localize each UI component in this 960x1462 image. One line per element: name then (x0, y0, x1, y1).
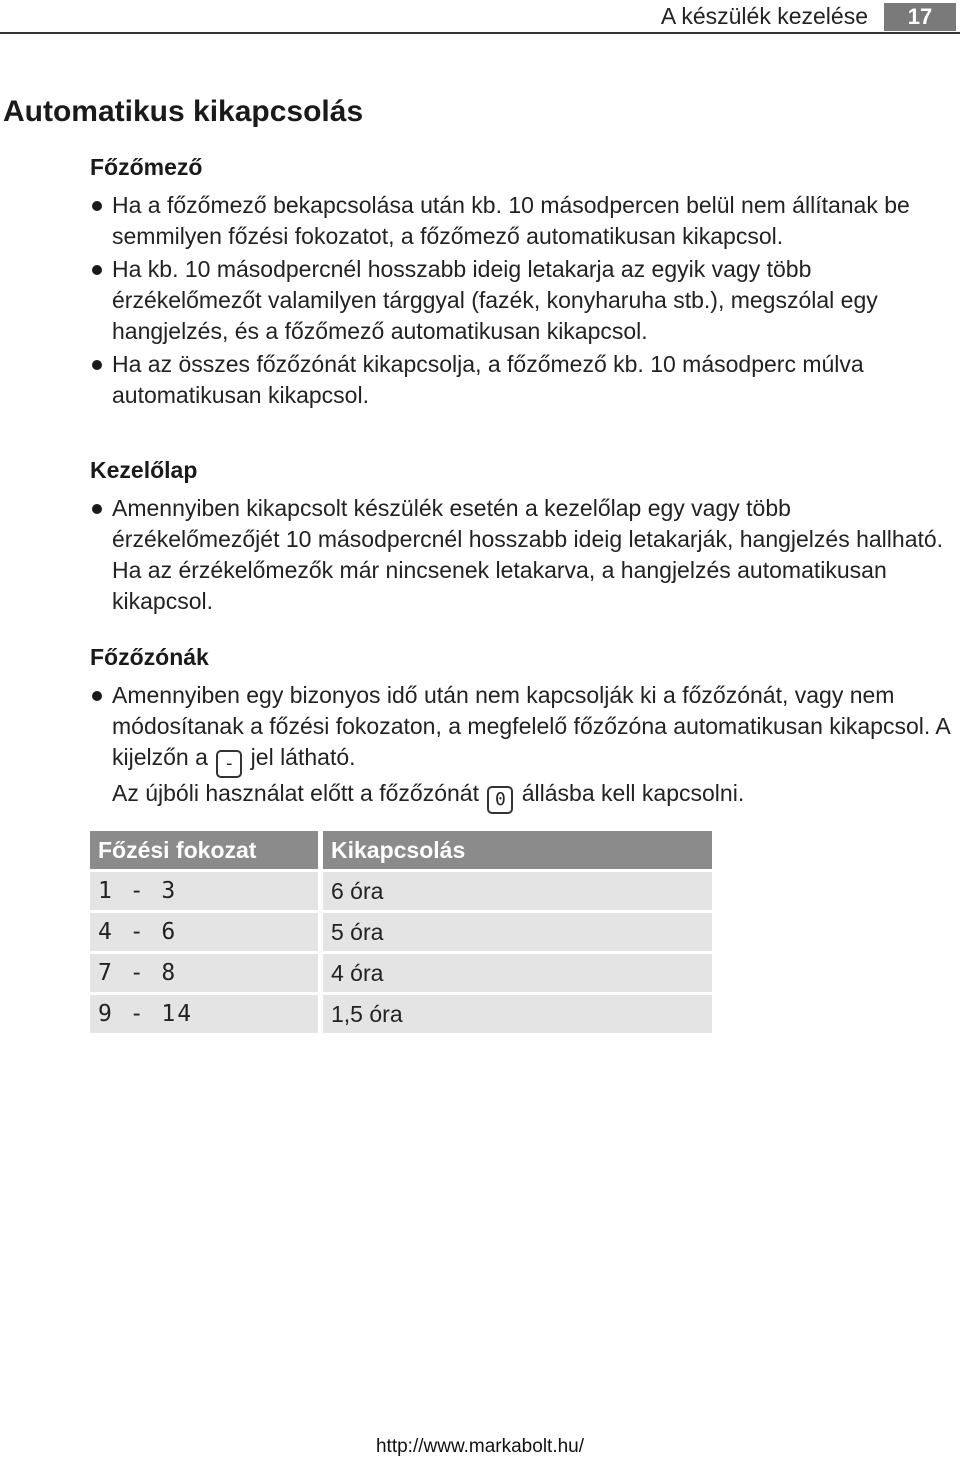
text-d: állásba kell kapcsolni. (521, 780, 745, 806)
page-header (0, 0, 960, 34)
table-row (90, 995, 712, 1033)
header-title: A készülék kezelése (660, 3, 868, 29)
shutoff-table (90, 828, 712, 1036)
section-kezelolap (90, 455, 950, 619)
cell-time: 1,5 óra (323, 995, 712, 1033)
zero-display-icon: 0 (487, 786, 513, 814)
bullet-list-kezelolap (90, 493, 950, 617)
table-row (90, 913, 712, 951)
header-rule (0, 32, 960, 34)
table-row (90, 872, 712, 910)
list-item: Ha kb. 10 másodpercnél hosszabb ideig letakarja az egyik vagy több érzékelőmezőt valamilyen tárggyal (fazék, konyharuha stb.), megszólal egy hangjelzés, és a főzőmező automatikusan kikapcsol. (90, 254, 950, 347)
cell-level: 9 - 14 (90, 995, 318, 1033)
table-row (90, 954, 712, 992)
page-number: 17 (884, 3, 956, 31)
text-b: jel látható. (250, 744, 356, 770)
list-item: Ha az összes főzőzónát kikapcsolja, a főzőmező kb. 10 másodperc múlva automatikusan kikapcsol. (90, 349, 950, 411)
cell-level: 4 - 6 (90, 913, 318, 951)
section-fozozonak (90, 642, 950, 816)
cell-time: 5 óra (323, 913, 712, 951)
column-header-shutoff: Kikapcsolás (323, 831, 712, 869)
page-title: Automatikus kikapcsolás (3, 95, 364, 128)
cell-time: 4 óra (323, 954, 712, 992)
section-heading-fozomezo: Főzőmező (90, 154, 203, 180)
section-heading-kezelolap: Kezelőlap (90, 457, 198, 483)
section-fozomezo (90, 152, 950, 413)
cell-level: 7 - 8 (90, 954, 318, 992)
list-item (90, 680, 950, 814)
text-c: Az újbóli használat előtt a főzőzónát (112, 780, 479, 806)
cell-level: 1 - 3 (90, 872, 318, 910)
cell-time: 6 óra (323, 872, 712, 910)
section-heading-fozozonak: Főzőzónák (90, 644, 209, 670)
list-item: Amennyiben kikapcsolt készülék esetén a kezelőlap egy vagy több érzékelőmezőjét 10 másodpercnél hosszabb ideig letakarják, hangjelzés hallható. Ha az érzékelőmezők már nincsenek letakarva, a hangjelzés automatikusan kikapcsol. (90, 493, 950, 617)
text-a: Amennyiben egy bizonyos idő után nem kapcsolják ki a főzőzónát, vagy nem módosítanak a főzési fokozaton, a megfelelő főzőzóna automatikusan kikapcsol. A kijelzőn a (112, 682, 950, 770)
footer-url: http://www.markabolt.hu/ (375, 1436, 585, 1457)
dash-display-icon: - (216, 750, 242, 778)
list-item: Ha a főzőmező bekapcsolása után kb. 10 másodpercen belül nem állítanak be semmilyen főzési fokozatot, a főzőmező automatikusan kikapcsol. (90, 190, 950, 252)
bullet-list-fozozonak (90, 680, 950, 814)
column-header-level: Főzési fokozat (90, 831, 318, 869)
table-header-row (90, 831, 712, 869)
bullet-list-fozomezo (90, 190, 950, 411)
